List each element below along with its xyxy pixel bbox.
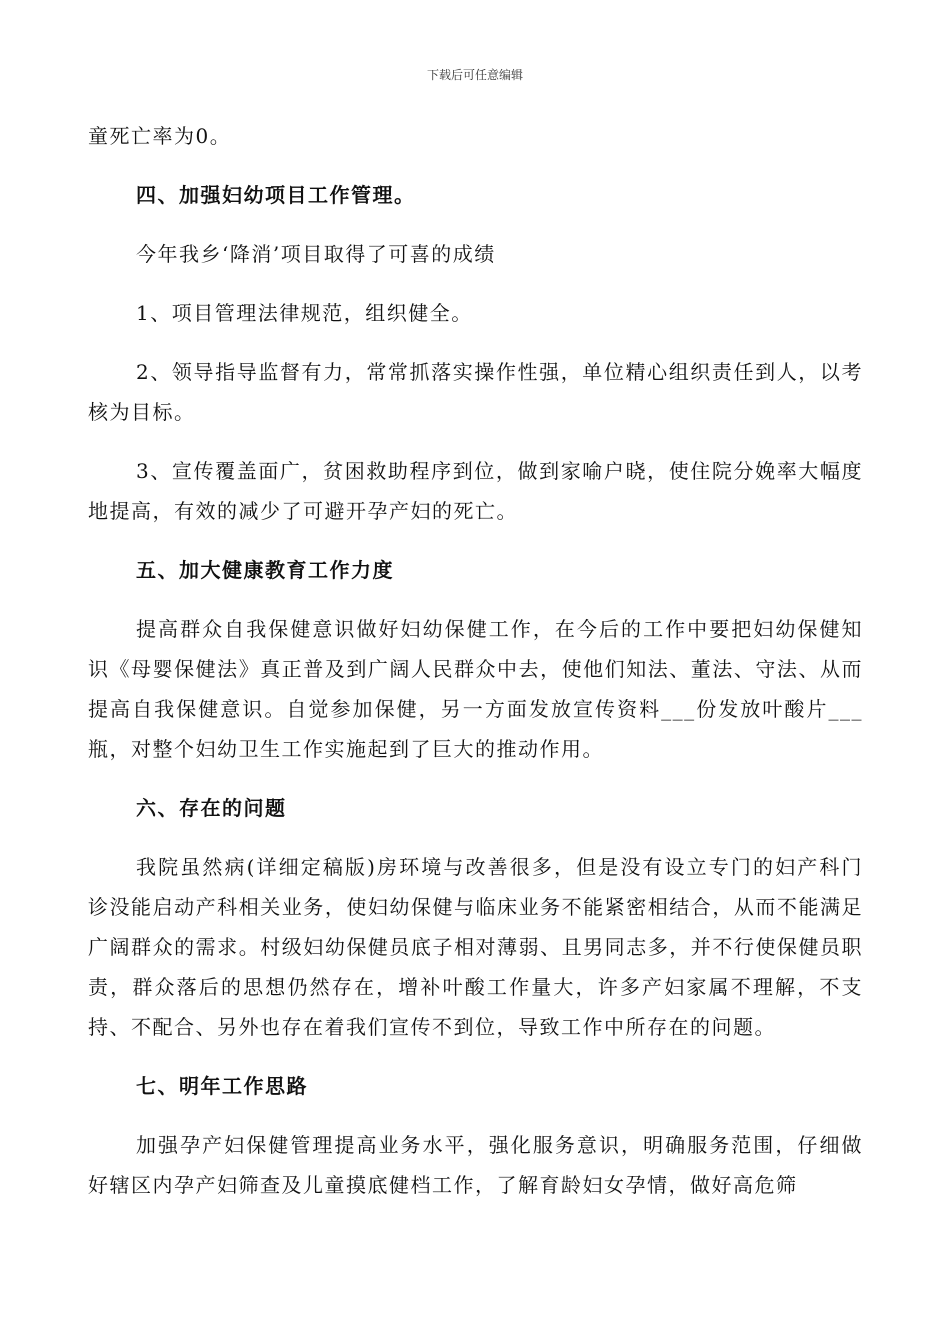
list-item-1: 1、项目管理法律规范，组织健全。 (136, 301, 473, 325)
paragraph-health-education: 提高群众自我保健意识做好妇幼保健工作，在今后的工作中要把妇幼保健知识《母婴保健法》真正普及到广阔人民群众中去，使他们知法、董法、守法、从而提高自我保健意识。自觉参加保健，另一方面发放宣传资料___份发放叶酸片___瓶，对整个妇幼卫生工作实施起到了巨大的推动作用。 (88, 617, 863, 761)
section-heading-4: 四、加强妇幼项目工作管理。 (136, 183, 416, 207)
section-heading-7: 七、明年工作思路 (136, 1074, 308, 1098)
header-note: 下载后可任意编辑 (426, 68, 523, 82)
paragraph-project-intro: 今年我乡‘降消’项目取得了可喜的成绩 (136, 242, 496, 266)
list-item-2: 2、领导指导监督有力，常常抓落实操作性强，单位精心组织责任到人，以考核为目标。 (88, 360, 863, 424)
document-body (88, 116, 863, 1205)
paragraph-next-year: 加强孕产妇保健管理提高业务水平，强化服务意识，明确服务范围，仔细做好辖区内孕产妇筛查及儿童摸底健档工作，了解育龄妇女孕情，做好高危筛 (88, 1133, 863, 1197)
section-heading-5: 五、加大健康教育工作力度 (136, 558, 394, 582)
section-heading-6: 六、存在的问题 (136, 796, 287, 820)
list-item-3: 3、宣传覆盖面广，贫困救助程序到位，做到家喻户晓，使住院分娩率大幅度地提高，有效的减少了可避开孕产妇的死亡。 (88, 459, 863, 523)
paragraph-continuation: 童死亡率为0。 (88, 124, 232, 148)
paragraph-problems: 我院虽然病(详细定稿版)房环境与改善很多，但是没有设立专门的妇产科门诊没能启动产科相关业务，使妇幼保健与临床业务不能紧密相结合，从而不能满足广阔群众的需求。村级妇幼保健员底子相对薄弱、且男同志多，并不行使保健员职责，群众落后的思想仍然存在，增补叶酸工作量大，许多产妇家属不理解，不支持、不配合、另外也存在着我们宣传不到位，导致工作中所存在的问题。 (88, 855, 863, 1039)
